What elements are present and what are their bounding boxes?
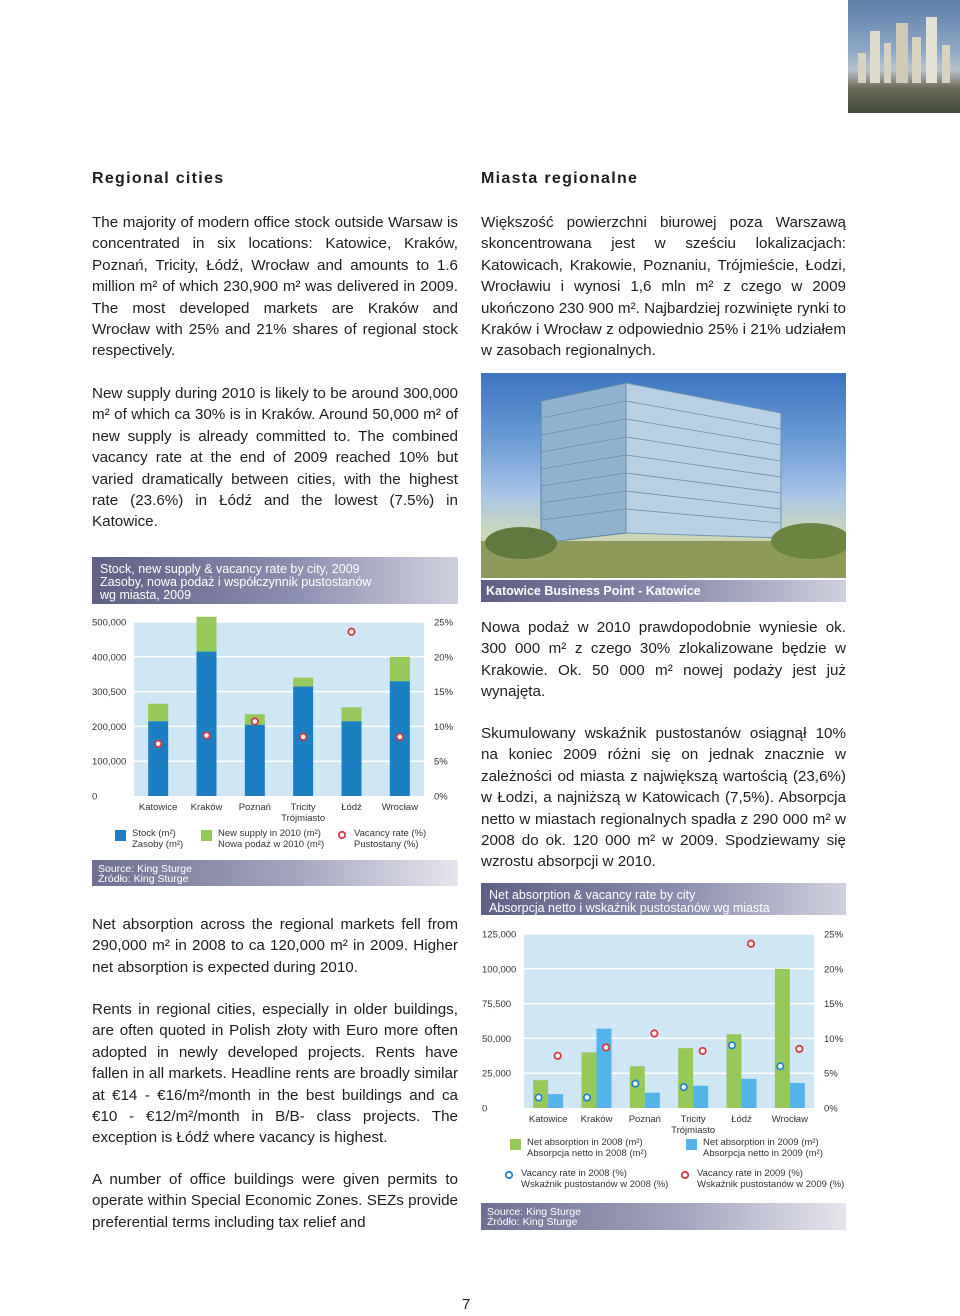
legend-label-pl: Nowa podaż w 2010 (m²) — [218, 839, 325, 850]
legend-label-pl: Absorpcja netto in 2009 (m²) — [703, 1148, 823, 1159]
paragraph-rents-en: Rents in regional cities, especially in older buildings, are often quoted in Polish złoty with Euro more often adopted in newly developed projects. Rents have fallen in all markets. Headline rents are broadly similar at €14 - €16/m²/month in the best buildings and ca €10 - €12/m²/month in B/B- class projects. The exception is Łódź where vacancy is highest. — [92, 1001, 458, 1147]
legend-label: Vacancy rate in 2009 (%) — [697, 1168, 803, 1179]
page-number: 7 — [462, 1296, 471, 1313]
legend-label: Vacancy rate (%) — [354, 828, 427, 839]
marker-vacancy-2009 — [651, 1030, 657, 1036]
building-photo — [481, 373, 846, 578]
marker-vacancy-2008 — [632, 1080, 638, 1086]
stock-supply-vacancy-chart — [84, 610, 464, 860]
y-left-tick-label: 200,000 — [92, 721, 127, 733]
bar-new-supply — [293, 678, 313, 687]
bar-stock — [293, 686, 313, 796]
chart2-source-line: Źródło: King Sturge — [487, 1216, 578, 1228]
chart1-source-band — [92, 860, 458, 886]
x-tick-sublabel: Trójmiasto — [281, 813, 326, 824]
paragraph-stock-en: The majority of modern office stock outside Warsaw is concentrated in six locations: Katowice, Kraków, Poznań, Tricity, Łódź, Wrocław and amounts to 1.6 million m² of which 230,900 m² was delivered in 2009. The most developed markets are Kraków and Wrocław with 25% and 21% shares of regional stock respectively. — [92, 214, 458, 360]
paragraph-absorption-en: Net absorption across the regional markets fell from 290,000 m² in 2008 to ca 120,000 m² in 2009. Higher net absorption is expected during 2010. — [92, 916, 458, 976]
bar-absorption-2009 — [693, 1086, 708, 1108]
legend-marker — [339, 832, 345, 838]
x-tick-label: Katowice — [138, 802, 178, 813]
marker-vacancy-2009 — [554, 1053, 560, 1059]
bar-absorption-2009 — [790, 1083, 805, 1108]
y-right-tick-label: 5% — [824, 1068, 838, 1080]
legend-label-pl: Wskaźnik pustostanów w 2009 (%) — [697, 1179, 845, 1190]
chart2-source-band — [481, 1203, 846, 1230]
legend-marker — [506, 1172, 512, 1178]
bar-new-supply — [390, 657, 410, 681]
bar-new-supply — [148, 704, 168, 721]
paragraph-vacancy-pl: Skumulowany wskaźnik pustostanów osiągnął 10% na koniec 2009 różni się on jednak znacznie w zależności od miasta z największą wartością (23,6%) w Łodzi, a najniższą w Katowicach (7,5%). Absorpcja netto w miastach regionalnych spadła z 290 000 m² w 2008 do ok. 120 000 m² w 2009. Spodziewamy się wzrostu absorpcji w 2010. — [481, 725, 846, 871]
bar-absorption-2008 — [775, 969, 790, 1108]
marker-vacancy-2009 — [796, 1046, 802, 1052]
y-right-tick-label: 20% — [824, 964, 844, 976]
y-right-tick-label: 10% — [434, 721, 454, 733]
plot-area — [134, 622, 424, 796]
marker-vacancy-2009 — [397, 734, 403, 740]
y-right-tick-label: 15% — [434, 687, 454, 699]
bar-absorption-2009 — [597, 1029, 612, 1108]
y-left-tick-label: 25,000 — [482, 1068, 512, 1080]
y-left-tick-label: 300,500 — [92, 687, 127, 699]
y-left-tick-label: 75,500 — [482, 999, 512, 1011]
x-tick-label: Kraków — [580, 1114, 613, 1125]
legend-label-pl: Zasoby (m²) — [132, 839, 184, 850]
x-tick-label: Kraków — [190, 802, 223, 813]
x-tick-label: Wrocław — [381, 802, 418, 813]
bar-stock — [197, 652, 217, 796]
legend-label-pl: Wskaźnik pustostanów w 2008 (%) — [521, 1179, 669, 1190]
y-right-tick-label: 20% — [434, 652, 454, 664]
y-right-tick-label: 0% — [824, 1103, 838, 1115]
marker-vacancy-2009 — [155, 741, 161, 747]
chart1-title-line: wg miasta, 2009 — [100, 588, 192, 602]
y-right-tick-label: 25% — [434, 617, 454, 629]
marker-vacancy-2009 — [300, 734, 306, 740]
bar-new-supply — [197, 617, 217, 652]
legend-swatch — [115, 830, 126, 841]
plot-area — [524, 934, 814, 1108]
marker-vacancy-2009 — [348, 629, 354, 635]
y-left-tick-label: 0 — [482, 1103, 488, 1115]
bar-new-supply — [342, 707, 362, 721]
y-right-tick-label: 25% — [824, 929, 844, 941]
y-left-tick-label: 400,000 — [92, 652, 127, 664]
x-tick-label: Wrocław — [771, 1114, 808, 1125]
legend-label: Vacancy rate in 2008 (%) — [521, 1168, 627, 1179]
y-left-tick-label: 500,000 — [92, 617, 127, 629]
legend-marker — [682, 1172, 688, 1178]
paragraph-supply-en: New supply during 2010 is likely to be around 300,000 m² of which ca 30% is in Kraków. Around 50,000 m² of new supply is already committed to. The combined vacancy rate at the end of 2009 reached 10% but varied dramatically between cities, with the highest rate (23.6%) in Łódź and the lowest (7.5%) in Katowice. — [92, 385, 458, 531]
marker-vacancy-2009 — [699, 1048, 705, 1054]
legend-label: Net absorption in 2009 (m²) — [703, 1137, 819, 1148]
y-left-tick-label: 100,000 — [92, 756, 127, 768]
marker-vacancy-2008 — [584, 1094, 590, 1100]
bar-absorption-2009 — [645, 1093, 660, 1108]
legend-swatch — [510, 1139, 521, 1150]
marker-vacancy-2009 — [203, 732, 209, 738]
chart1-source-line: Source: King Sturge — [98, 863, 192, 875]
x-tick-label: Poznań — [628, 1114, 661, 1125]
legend-label: Stock (m²) — [132, 828, 176, 839]
marker-vacancy-2009 — [748, 941, 754, 947]
x-tick-label: Katowice — [528, 1114, 568, 1125]
y-right-tick-label: 15% — [824, 999, 844, 1011]
x-tick-label: Łódź — [731, 1114, 752, 1125]
absorption-vacancy-chart — [474, 922, 854, 1197]
chart1-title-line: Zasoby, nowa podaż i współczynnik pustostanów — [100, 575, 372, 589]
x-tick-sublabel: Trójmiasto — [671, 1125, 716, 1136]
chart1-title-band — [92, 557, 458, 604]
skyline-photo — [848, 0, 960, 113]
bar-absorption-2009 — [548, 1094, 563, 1108]
marker-vacancy-2008 — [729, 1042, 735, 1048]
bar-absorption-2008 — [678, 1048, 693, 1108]
y-left-tick-label: 50,000 — [482, 1033, 512, 1045]
legend-label-pl: Pustostany (%) — [354, 839, 419, 850]
y-right-tick-label: 0% — [434, 791, 448, 803]
chart2-source-line: Source: King Sturge — [487, 1206, 581, 1218]
y-right-tick-label: 10% — [824, 1033, 844, 1045]
paragraph-supply-pl: Nowa podaż w 2010 prawdopodobnie wyniesie ok. 300 000 m² z czego 30% zlokalizowane będzie w Krakowie. Ok. 50 000 m² nowej podaży jest już wynajęta. — [481, 619, 846, 701]
legend-swatch — [686, 1139, 697, 1150]
bar-stock — [342, 721, 362, 796]
x-tick-label: Tricity — [680, 1114, 706, 1125]
bar-stock — [245, 725, 265, 796]
chart2-title-band — [481, 883, 846, 915]
marker-vacancy-2008 — [535, 1094, 541, 1100]
chart2-title-line: Net absorption & vacancy rate by city — [489, 888, 696, 902]
legend-label: Net absorption in 2008 (m²) — [527, 1137, 643, 1148]
y-left-tick-label: 125,000 — [482, 929, 517, 941]
marker-vacancy-2008 — [680, 1084, 686, 1090]
y-right-tick-label: 5% — [434, 756, 448, 768]
section-heading-en: Regional cities — [92, 170, 225, 187]
section-heading-pl: Miasta regionalne — [481, 170, 639, 187]
x-tick-label: Poznań — [238, 802, 271, 813]
y-left-tick-label: 100,000 — [482, 964, 517, 976]
legend-label-pl: Absorpcja netto in 2008 (m²) — [527, 1148, 647, 1159]
bar-stock — [148, 721, 168, 796]
legend-label: New supply in 2010 (m²) — [218, 828, 321, 839]
chart1-source-line: Źródło: King Sturge — [98, 873, 189, 885]
bar-absorption-2009 — [742, 1079, 757, 1108]
marker-vacancy-2009 — [252, 718, 258, 724]
y-left-tick-label: 0 — [92, 791, 98, 803]
x-tick-label: Łódź — [341, 802, 362, 813]
chart2-title-line: Absorpcja netto i wskaźnik pustostanów wg miasta — [489, 901, 770, 915]
legend-swatch — [201, 830, 212, 841]
chart1-title-line: Stock, new supply & vacancy rate by city, 2009 — [100, 562, 360, 576]
paragraph-stock-pl: Większość powierzchni biurowej poza Warszawą skoncentrowana jest w sześciu lokalizacjach: Katowicach, Krakowie, Poznaniu, Trójmieście, Łodzi, Wrocławiu i wynosi 1,6 mln m² z czego w 2009 ukończono 230 900 m². Najbardziej rozwinięte rynki to Kraków i Wrocław z odpowiednio 25% i 21% udziałem w zasobach regionalnych. — [481, 214, 846, 360]
marker-vacancy-2009 — [603, 1044, 609, 1050]
marker-vacancy-2008 — [777, 1063, 783, 1069]
paragraph-sez-en: A number of office buildings were given permits to operate within Special Economic Zones. SEZs provide preferential terms including tax relief and — [92, 1171, 458, 1231]
x-tick-label: Tricity — [290, 802, 316, 813]
photo-caption: Katowice Business Point - Katowice — [481, 580, 846, 602]
